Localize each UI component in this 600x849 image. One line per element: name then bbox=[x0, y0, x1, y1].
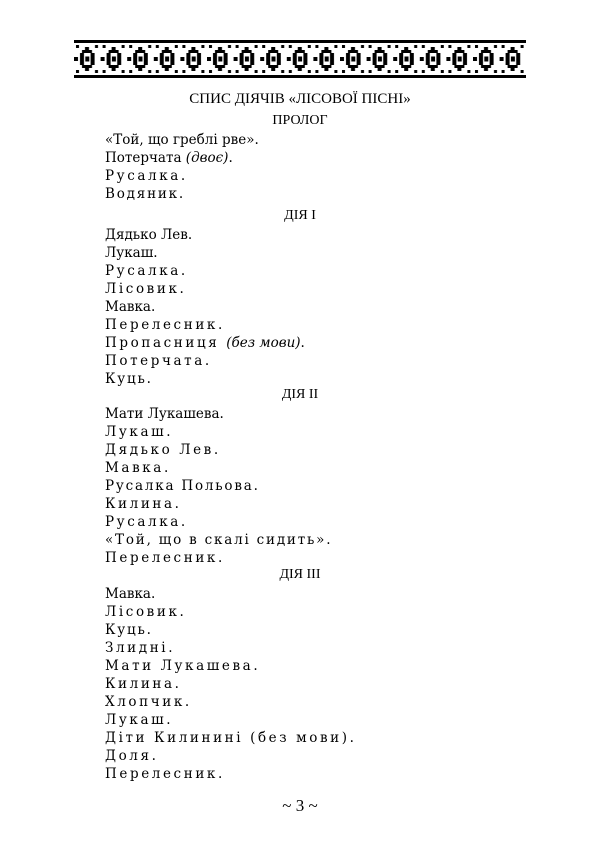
stage-note: (без мови) bbox=[226, 335, 301, 351]
character-entry: Лукаш. bbox=[105, 712, 174, 728]
character-entry: Мати Лукашева. bbox=[105, 406, 224, 422]
character-entry: Доля. bbox=[105, 748, 159, 764]
character-entry: Куць. bbox=[105, 622, 153, 638]
section-heading-prologue: ПРОЛОГ bbox=[272, 113, 328, 128]
character-entry: Мати Лукашева. bbox=[105, 658, 261, 674]
character-entry: «Той, що в скалі сидить». bbox=[105, 532, 333, 548]
character-entry: Русалка. bbox=[105, 168, 188, 184]
character-entry: Русалка. bbox=[105, 514, 188, 530]
page-number: ~ 3 ~ bbox=[282, 796, 318, 815]
section-heading-act-2: ДІЯ II bbox=[281, 387, 319, 402]
character-entry: Злидні. bbox=[105, 640, 176, 656]
character-entry: Мавка. bbox=[105, 299, 156, 315]
character-entry: Лукаш. bbox=[105, 424, 174, 440]
character-entry: Потерчата (двоє). bbox=[105, 150, 233, 166]
character-entry: Дядько Лев. bbox=[105, 442, 221, 458]
character-entry: Русалка Польова. bbox=[105, 478, 260, 494]
character-entry: Водяник. bbox=[105, 186, 186, 202]
section-heading-act-3: ДІЯ III bbox=[279, 567, 321, 582]
embroidery-ornament-border bbox=[74, 40, 526, 78]
character-entry: Лісовик. bbox=[105, 281, 187, 297]
character-entry: Мавка. bbox=[105, 586, 156, 602]
character-entry: Килина. bbox=[105, 676, 182, 692]
stage-note: (двоє) bbox=[185, 150, 229, 166]
character-entry: Лукаш. bbox=[105, 245, 158, 261]
page-title: СПИС ДІЯЧІВ «ЛІСОВОЇ ПІСНІ» bbox=[189, 91, 411, 107]
character-entry: Перелесник. bbox=[105, 317, 225, 333]
character-entry: Перелесник. bbox=[105, 550, 225, 566]
character-entry: Хлопчик. bbox=[105, 694, 192, 710]
character-entry: Килина. bbox=[105, 496, 182, 512]
character-entry: Перелесник. bbox=[105, 766, 225, 782]
character-entry: Потерчата. bbox=[105, 353, 212, 369]
character-entry: Мавка. bbox=[105, 460, 171, 476]
character-entry: Дядько Лев. bbox=[105, 227, 193, 243]
character-entry: Русалка. bbox=[105, 263, 188, 279]
character-entry: Куць. bbox=[105, 371, 153, 387]
character-entry: Діти Килинині (без мови). bbox=[105, 730, 357, 746]
character-entry: Лісовик. bbox=[105, 604, 187, 620]
character-entry: «Той, що греблі рве». bbox=[105, 132, 259, 148]
character-entry: Пропасниця (без мови). bbox=[105, 335, 305, 351]
section-heading-act-1: ДІЯ I bbox=[284, 208, 316, 223]
